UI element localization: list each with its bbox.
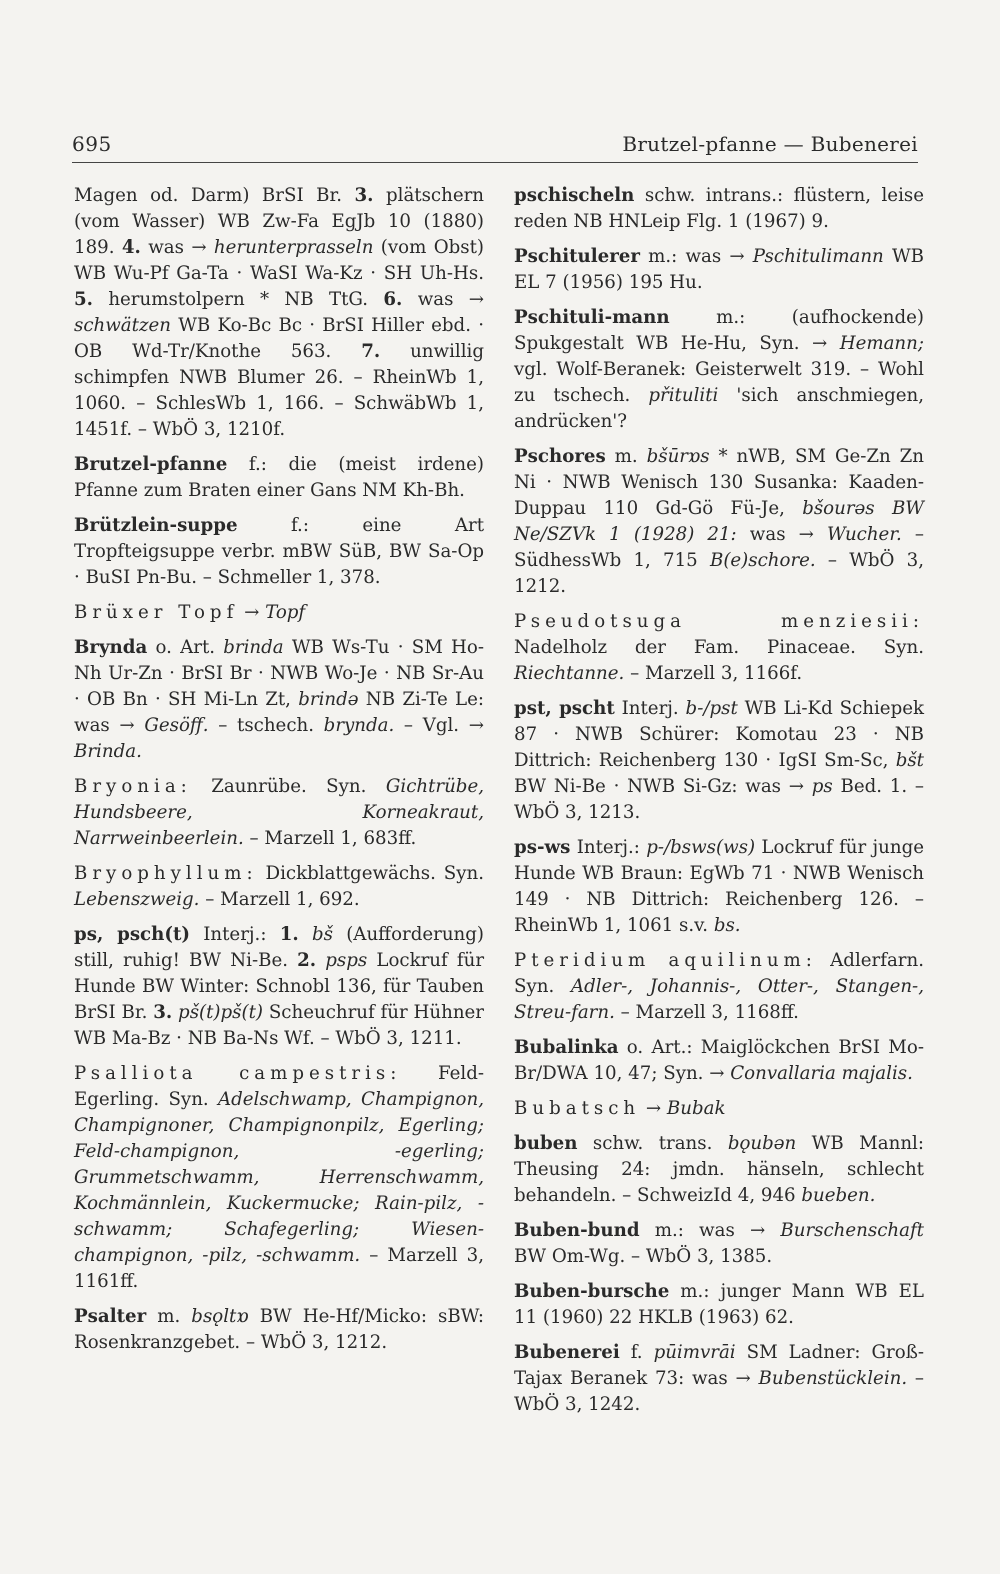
dictionary-entry: Pschitulerer m.: was → Pschitulimann WB EL 7 (1956) 195 Hu. <box>514 246 925 293</box>
dictionary-entry: Brutzel-pfanne f.: die (meist irdene) Pfanne zum Braten einer Gans NM Kh-Bh. <box>74 454 484 501</box>
spaced-headword: Psalliota campestris: <box>74 1063 402 1084</box>
headword: Bubenerei <box>514 1342 620 1363</box>
dictionary-entry: Bubenerei f. pūimvrāi SM Ladner: Groß-Tajax Beranek 73: was → Bubenstücklein. – WbÖ 3, 1242. <box>514 1342 924 1415</box>
dictionary-entry: Brynda o. Art. brinda WB Ws-Tu · SM Ho-Nh Ur-Zn · BrSI Br · NWB Wo-Je · NB Sr-Au · OB Bn · SH Mi-Ln Zt, brində NB Zi-Te Le: was → Gesöff. – tschech. brynda. – Vgl. → Brinda. <box>74 637 485 762</box>
headword: pschischeln <box>514 185 635 206</box>
dictionary-entry: Pschituli-mann m.: (aufhockende) Spukgestalt WB He-Hu, Syn. → Hemann; vgl. Wolf-Beranek: Geisterwelt 319. – Wohl zu tschech. přituliti 'sich anschmiegen, andrücken'? <box>514 307 924 432</box>
headword: Pschituli-mann <box>514 307 670 328</box>
headword: Brynda <box>74 637 148 658</box>
page-number: 695 <box>72 132 112 156</box>
headword: ps, psch(t) <box>74 924 190 945</box>
dictionary-entry: Pseudotsuga menziesii: Nadelholz der Fam. Pinaceae. Syn. Riechtanne. – Marzell 3, 1166f. <box>514 611 924 684</box>
dictionary-entry: Pteridium aquilinum: Adlerfarn. Syn. Adler-, Johannis-, Otter-, Stangen-, Streu-farn. – Marzell 3, 1168ff. <box>514 950 924 1023</box>
dictionary-entry: Pschores m. bšūrɒs * nWB, SM Ge-Zn Zn Ni · NWB Wenisch 130 Susanka: Kaaden-Duppau 110 Gd-Gö Fü-Je, bšourəs BW Ne/SZVk 1 (1928) 21: was → Wucher. – SüdhessWb 1, 715 B(e)schore. – WbÖ 3, 1212. <box>514 446 924 597</box>
page-header <box>72 128 918 163</box>
headword: ps-ws <box>514 837 571 858</box>
spaced-headword: Bryonia: <box>74 776 192 797</box>
headword: buben <box>514 1133 578 1154</box>
dictionary-entry: Buben-bund m.: was → Burschenschaft BW Om-Wg. – WbÖ 3, 1385. <box>514 1220 924 1267</box>
headword: Brützlein-suppe <box>74 515 238 536</box>
dictionary-entry: Bryonia: Zaunrübe. Syn. Gichtrübe, Hundsbeere, Korneakraut, Narrweinbeerlein. – Marzell 1, 683ff. <box>74 776 484 849</box>
headword: Buben-bursche <box>514 1281 670 1302</box>
dictionary-entry: ps-ws Interj.: p-/bsws(ws) Lockruf für junge Hunde WB Braun: EgWb 71 · NWB Wenisch 149 · NB Dittrich: Reichenberg 126. – RheinWb 1, 1061 s.v. bs. <box>514 837 924 936</box>
spaced-headword: Pteridium aquilinum: <box>514 950 817 971</box>
dictionary-entry: Brützlein-suppe f.: eine Art Tropfteigsuppe verbr. mBW SüB, BW Sa-Op · BuSI Pn-Bu. – Schmeller 1, 378. <box>74 515 484 588</box>
headword: Pschores <box>514 446 606 467</box>
headword: Brutzel-pfanne <box>74 454 228 475</box>
spaced-headword: Brüxer Topf <box>74 602 239 623</box>
headword: Buben-bund <box>514 1220 640 1241</box>
dictionary-entry: Psalliota campestris: Feld-Egerling. Syn. Adelschwamp, Champignon, Champignoner, Champignonpilz, Egerling; Feld-champignon, -egerling; Grummetschwamm, Herrenschwamm, Kochmännlein, Kuckermucke; Rain-pilz, -schwamm; Schafegerling; Wiesen-champignon, -pilz, -schwamm. – Marzell 3, 1161ff. <box>74 1063 484 1292</box>
spaced-headword: Bryophyllum: <box>74 863 258 884</box>
dictionary-entry: Bubatsch → Bubak <box>514 1098 726 1119</box>
headword: Bubalinka <box>514 1037 619 1058</box>
dictionary-entry: Buben-bursche m.: junger Mann WB EL 11 (1960) 22 HKLB (1963) 62. <box>514 1281 924 1328</box>
right-column <box>514 183 924 1427</box>
spaced-headword: Pseudotsuga menziesii: <box>514 611 924 632</box>
left-column <box>74 183 484 1365</box>
dictionary-entry: pst, pscht Interj. b-/pst WB Li-Kd Schiepek 87 · NWB Schürer: Komotau 23 · NB Dittrich: Reichenberg 130 · IgSI Sm-Sc, bšt BW Ni-Be · NWB Si-Gz: was → ps Bed. 1. – WbÖ 3, 1213. <box>514 698 924 823</box>
dictionary-entry: pschischeln schw. intrans.: flüstern, leise reden NB HNLeip Flg. 1 (1967) 9. <box>514 185 924 232</box>
headword: Psalter <box>74 1306 147 1327</box>
running-head: Brutzel-pfanne — Bubenerei <box>622 132 918 156</box>
dictionary-entry: ps, psch(t) Interj.: 1. bš (Aufforderung) still, ruhig! BW Ni-Be. 2. psps Lockruf für Hunde BW Winter: Schnobl 136, für Tauben BrSI Br. 3. pš(t)pš(t) Scheuchruf für Hühner WB Ma-Bz · NB Ba-Ns Wf. – WbÖ 3, 1211. <box>74 924 485 1049</box>
headword: pst, pscht <box>514 698 615 719</box>
dictionary-entry: Psalter m. bsǫltɒ BW He-Hf/Micko: sBW: Rosenkranzgebet. – WbÖ 3, 1212. <box>74 1306 484 1353</box>
dictionary-entry: Brüxer Topf → Topf <box>74 602 306 623</box>
headword: Pschitulerer <box>514 246 640 267</box>
dictionary-entry: buben schw. trans. bǫubən WB Mannl: Theusing 24: jmdn. hänseln, schlecht behandeln. – SchweizId 4, 946 bueben. <box>514 1133 924 1206</box>
dictionary-entry: Magen od. Darm) BrSI Br. 3. plätschern (vom Wasser) WB Zw-Fa EgJb 10 (1880) 189. 4. was → herunterprasseln (vom Obst) WB Wu-Pf Ga-Ta · WaSI Wa-Kz · SH Uh-Hs. 5. herumstolpern * NB TtG. 6. was → schwätzen WB Ko-Bc Bc · BrSI Hiller ebd. · OB Wd-Tr/Knothe 563. 7. unwillig schimpfen NWB Blumer 26. – RheinWb 1, 1060. – SchlesWb 1, 166. – SchwäbWb 1, 1451f. – WbÖ 3, 1210f. <box>74 185 485 440</box>
spaced-headword: Bubatsch <box>514 1098 641 1119</box>
dictionary-entry: Bubalinka o. Art.: Maiglöckchen BrSI Mo-Br/DWA 10, 47; Syn. → Convallaria majalis. <box>514 1037 924 1084</box>
dictionary-entry: Bryophyllum: Dickblattgewächs. Syn. Lebenszweig. – Marzell 1, 692. <box>74 863 484 910</box>
